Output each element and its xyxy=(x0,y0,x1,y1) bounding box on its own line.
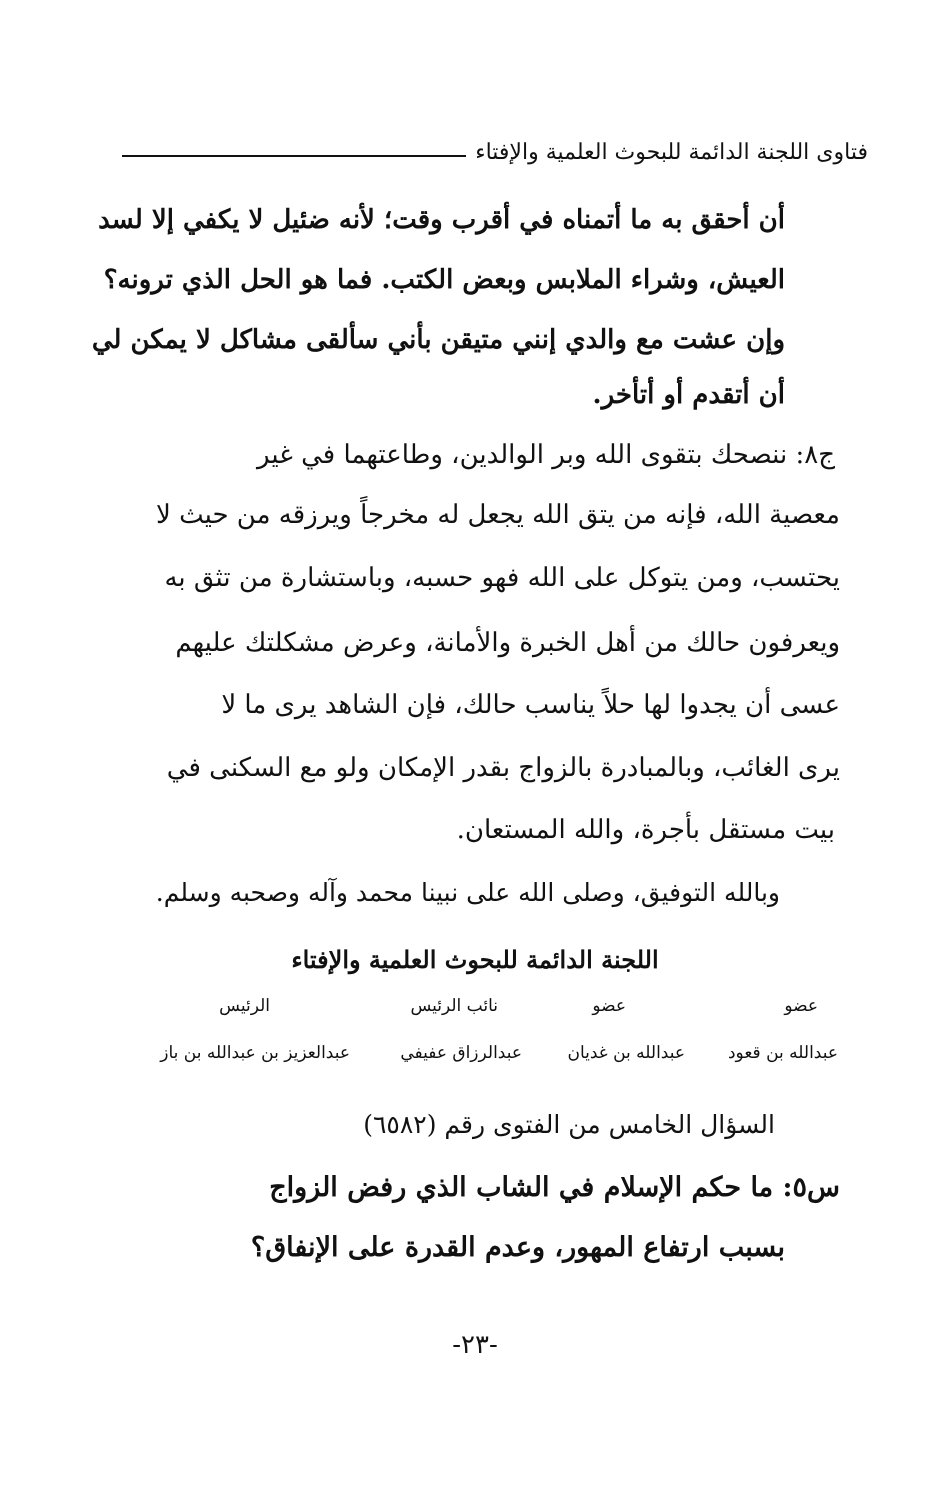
question-line-4: أن أتقدم أو أتأخر. xyxy=(592,380,785,410)
next-question-line-1: س٥: ما حكم الإسلام في الشاب الذي رفض الزواج xyxy=(269,1172,840,1203)
member-role-3: نائب الرئيس xyxy=(410,996,498,1016)
answer-line-1: ج٨: ننصحك بتقوى الله وبر الوالدين، وطاعتهما في غير xyxy=(257,440,835,470)
member-name-3: عبدالرزاق عفيفي xyxy=(400,1043,522,1063)
running-header-title: فتاوى اللجنة الدائمة للبحوث العلمية والإفتاء xyxy=(475,140,868,165)
question-line-3: وإن عشت مع والدي إنني متيقن بأني سألقى مشاكل لا يمكن لي xyxy=(91,325,785,355)
answer-line-2: معصية الله، فإنه من يتق الله يجعل له مخرجاً ويرزقه من حيث لا xyxy=(156,500,840,530)
question-line-1: أن أحقق به ما أتمناه في أقرب وقت؛ لأنه ضئيل لا يكفي إلا لسد xyxy=(98,205,785,235)
next-question-heading: السؤال الخامس من الفتوى رقم (٦٥٨٢) xyxy=(363,1110,775,1139)
answer-line-6: يرى الغائب، وبالمبادرة بالزواج بقدر الإمكان ولو مع السكنى في xyxy=(166,753,840,783)
page-number: -٢٣- xyxy=(452,1330,498,1360)
committee-title: اللجنة الدائمة للبحوث العلمية والإفتاء xyxy=(291,945,659,974)
answer-line-5: عسى أن يجدوا لها حلاً يناسب حالك، فإن الشاهد يرى ما لا xyxy=(221,690,840,720)
closing-formula: وبالله التوفيق، وصلى الله على نبينا محمد وآله وصحبه وسلم. xyxy=(155,878,780,907)
next-question-line-2: بسبب ارتفاع المهور، وعدم القدرة على الإنفاق؟ xyxy=(250,1232,785,1263)
member-name-4: عبدالعزيز بن عبدالله بن باز xyxy=(160,1043,350,1063)
question-line-2: العيش، وشراء الملابس وبعض الكتب. فما هو الحل الذي ترونه؟ xyxy=(103,265,785,295)
member-role-2: عضو xyxy=(592,996,626,1016)
member-role-1: عضو xyxy=(784,996,818,1016)
member-role-4: الرئيس xyxy=(219,996,270,1016)
answer-line-4: ويعرفون حالك من أهل الخبرة والأمانة، وعرض مشكلتك عليهم xyxy=(175,628,840,658)
answer-line-7: بيت مستقل بأجرة، والله المستعان. xyxy=(456,815,835,845)
answer-line-3: يحتسب، ومن يتوكل على الله فهو حسبه، وباستشارة من تثق به xyxy=(164,563,840,593)
member-name-2: عبدالله بن غديان xyxy=(567,1043,685,1063)
member-name-1: عبدالله بن قعود xyxy=(727,1043,838,1063)
header-rule xyxy=(122,155,466,157)
